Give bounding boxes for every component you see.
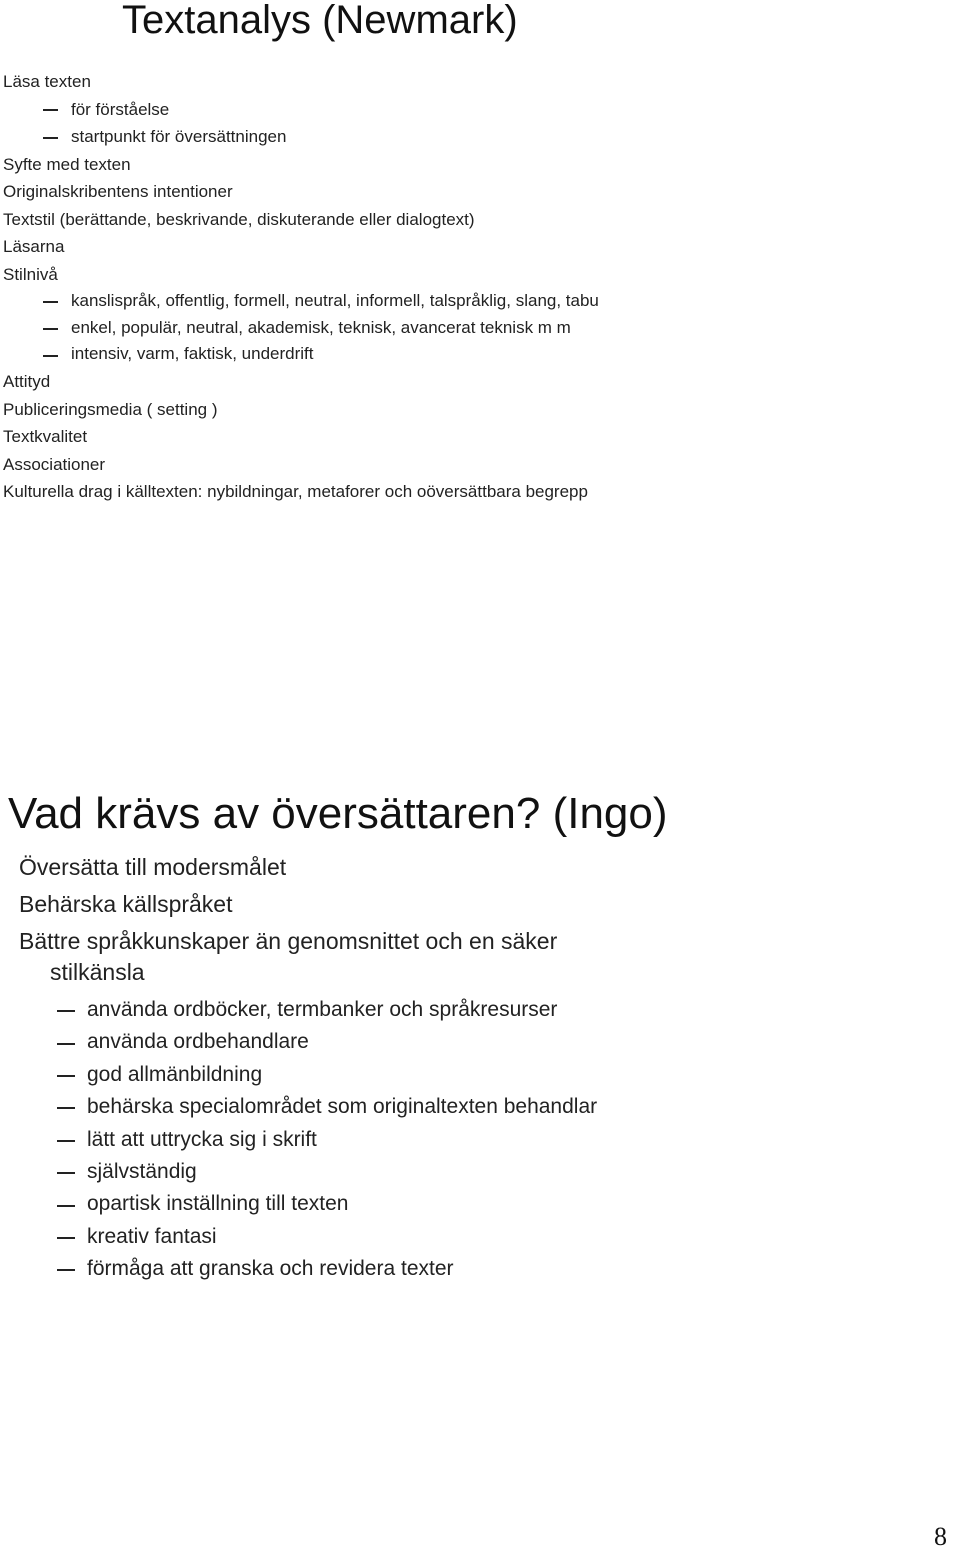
sub-list-item: [19, 1026, 597, 1058]
dash-bullet-icon: [57, 1269, 75, 1271]
sub-item-label: självständig: [87, 1159, 197, 1183]
dash-bullet-icon: [43, 301, 58, 303]
item-line-continued: stilkänsla: [50, 959, 145, 985]
dash-bullet-icon: [57, 1075, 75, 1077]
list-item: Textstil (berättande, beskrivande, diskuterande eller dialogtext): [3, 209, 475, 229]
list-item: Läsarna: [3, 237, 65, 256]
sub-list-item: [19, 1156, 597, 1188]
dash-bullet-icon: [43, 328, 58, 330]
sub-list-item: [3, 123, 599, 151]
sub-item-label: startpunkt för översättningen: [71, 127, 287, 146]
list-item: Läsa texten: [3, 72, 91, 91]
sub-item-label: kreativ fantasi: [87, 1224, 217, 1248]
list-item: Associationer: [3, 454, 106, 474]
item-line: Översätta till modersmålet: [19, 854, 287, 880]
slide-textanalys: [0, 0, 960, 540]
page-number: 8: [934, 1522, 947, 1551]
list-item: [19, 889, 597, 920]
list-item: [19, 926, 597, 988]
dash-bullet-icon: [57, 1043, 75, 1045]
sub-item-label: för förståelse: [71, 99, 170, 119]
sub-list-item: [19, 1091, 597, 1123]
sub-item-label: god allmänbildning: [87, 1062, 263, 1086]
list-item: [19, 852, 597, 883]
sub-item-label: kanslispråk, offentlig, formell, neutral, informell, talspråklig, slang, tabu: [71, 291, 599, 310]
sub-list-item: [19, 1059, 597, 1091]
sub-list-item: [19, 1253, 597, 1285]
bullet-list: [3, 68, 599, 506]
dash-bullet-icon: [43, 355, 58, 357]
dash-bullet-icon: [57, 1140, 75, 1142]
sub-list-item: [3, 96, 599, 124]
sub-item-label: intensiv, varm, faktisk, underdrift: [71, 344, 314, 364]
dash-bullet-icon: [57, 1205, 75, 1207]
list-item: Kulturella drag i källtexten: nybildningar, metaforer och oöversättbara begrepp: [3, 482, 588, 502]
sub-list-item: [3, 315, 599, 342]
sub-list-item: [3, 341, 599, 368]
sub-item-label: förmåga att granska och revidera texter: [87, 1257, 454, 1281]
slide-oversattaren: [0, 780, 960, 1300]
bullet-list: [19, 852, 597, 1286]
sub-list-item: [19, 1188, 597, 1220]
list-item: Attityd: [3, 372, 51, 392]
list-item: Textkvalitet: [3, 427, 88, 447]
sub-item-label: enkel, populär, neutral, akademisk, teknisk, avancerat teknisk m m: [71, 317, 571, 337]
slide-title: Vad krävs av översättaren? (Ingo): [8, 789, 668, 838]
list-item: Syfte med texten: [3, 154, 131, 174]
dash-bullet-icon: [43, 137, 58, 139]
dash-bullet-icon: [43, 109, 58, 111]
slide-title: Textanalys (Newmark): [122, 0, 518, 42]
sub-item-label: lätt att uttrycka sig i skrift: [87, 1127, 317, 1151]
sub-item-label: använda ordböcker, termbanker och språkresurser: [87, 998, 558, 1021]
sub-list-item: [3, 288, 599, 315]
sub-list-item: [19, 1124, 597, 1156]
sub-item-label: opartisk inställning till texten: [87, 1192, 349, 1216]
sub-item-label: behärska specialområdet som originaltexten behandlar: [87, 1095, 598, 1119]
list-item: Stilnivå: [3, 264, 58, 284]
dash-bullet-icon: [57, 1172, 75, 1174]
sub-list-item: [19, 1221, 597, 1253]
list-item: Publiceringsmedia ( setting ): [3, 399, 218, 419]
item-line: Behärska källspråket: [19, 891, 233, 917]
item-line: Bättre språkkunskaper än genomsnittet och en säker: [19, 928, 558, 954]
list-item: Originalskribentens intentioner: [3, 182, 233, 201]
dash-bullet-icon: [57, 1237, 75, 1239]
dash-bullet-icon: [57, 1010, 75, 1012]
sub-item-label: använda ordbehandlare: [87, 1030, 309, 1054]
sub-list-item: [19, 994, 597, 1026]
dash-bullet-icon: [57, 1107, 75, 1109]
